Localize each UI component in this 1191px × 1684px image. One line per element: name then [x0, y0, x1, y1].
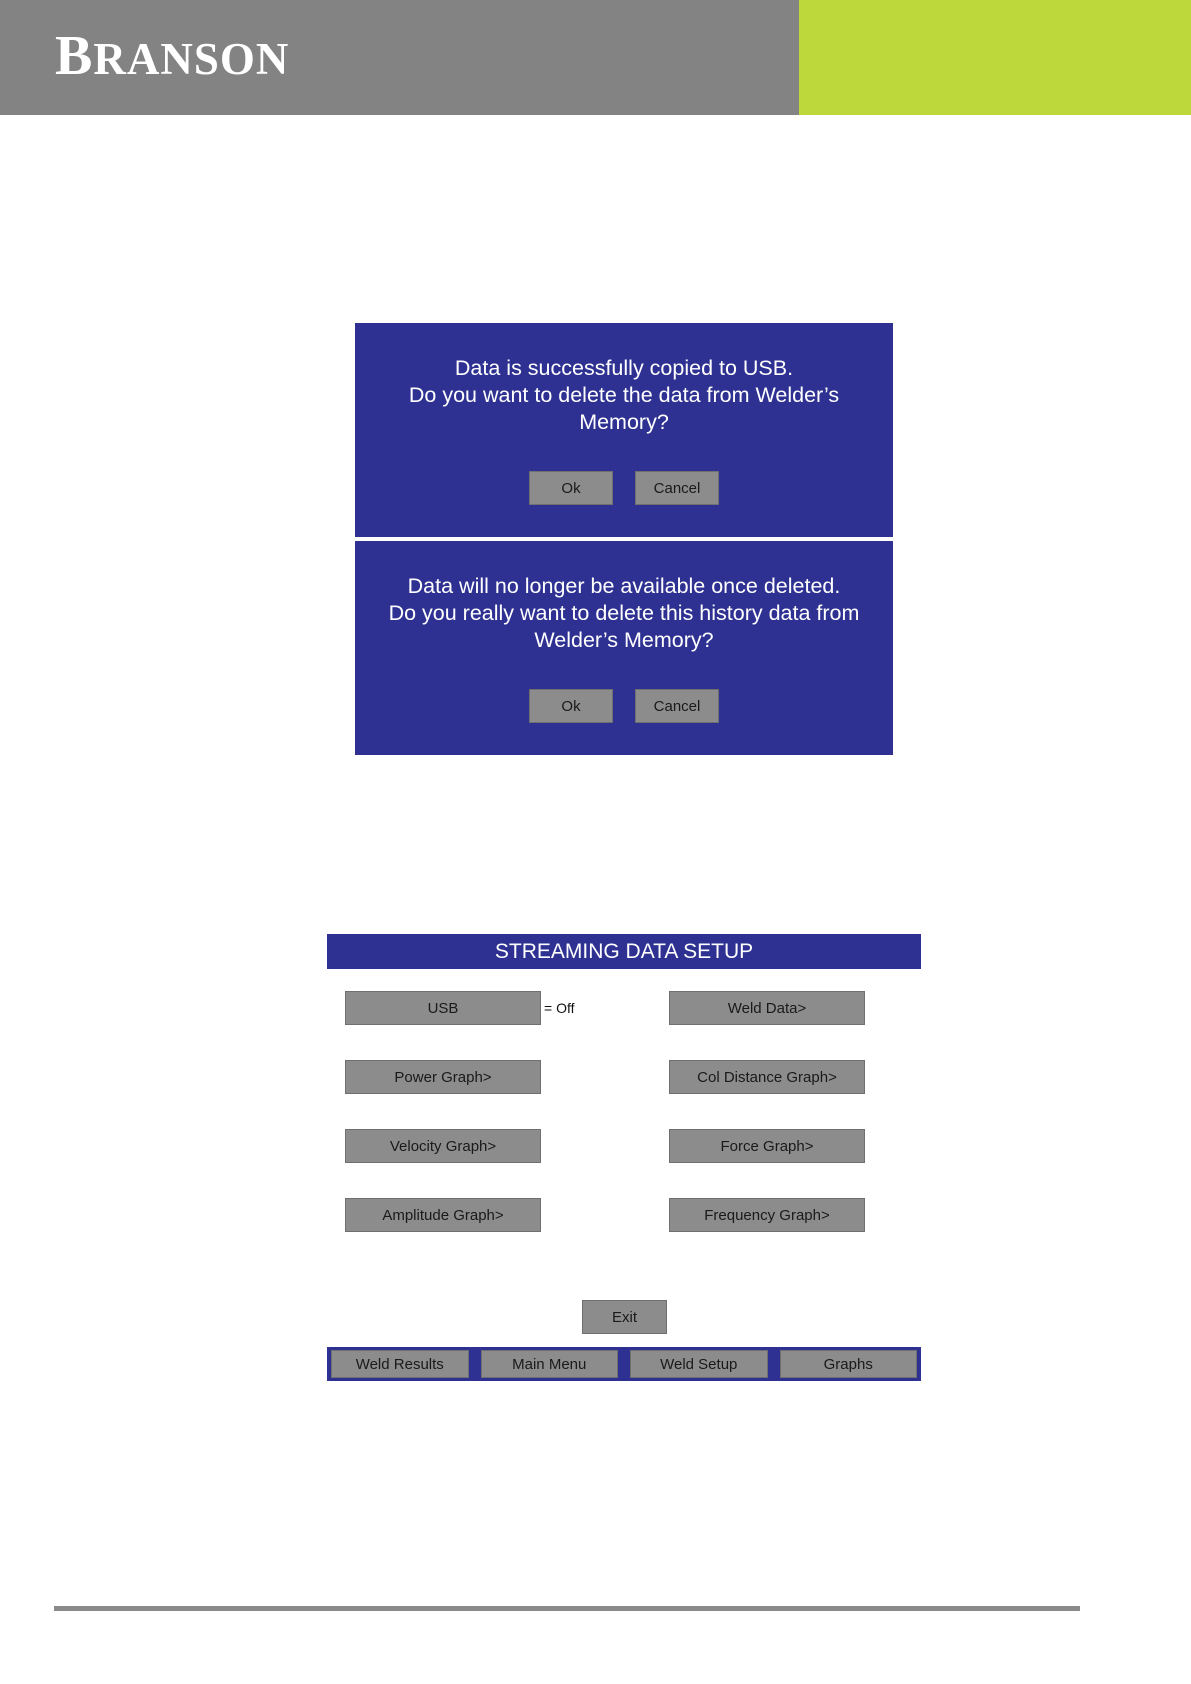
cancel-button[interactable]: Cancel: [635, 689, 719, 723]
amplitude-graph-button[interactable]: Amplitude Graph>: [345, 1198, 541, 1232]
dialog-message-line: Memory?: [579, 410, 669, 434]
frequency-graph-button[interactable]: Frequency Graph>: [669, 1198, 865, 1232]
force-graph-button[interactable]: Force Graph>: [669, 1129, 865, 1163]
dialog-message-line: Data is successfully copied to USB.: [454, 356, 794, 380]
footer-divider: [54, 1606, 1080, 1611]
cancel-button[interactable]: Cancel: [635, 471, 719, 505]
power-graph-button[interactable]: Power Graph>: [345, 1060, 541, 1094]
bottom-nav-bar: [327, 1347, 921, 1381]
usb-state-value: = Off: [544, 1000, 575, 1016]
dialog-message: [365, 355, 883, 436]
dialog-message-line: Data will no longer be available once deleted.: [407, 574, 841, 598]
branson-logo: BRANSON: [55, 25, 290, 87]
col-distance-graph-button[interactable]: Col Distance Graph>: [669, 1060, 865, 1094]
header-accent-block: [799, 0, 1191, 115]
nav-main-menu[interactable]: Main Menu: [481, 1350, 619, 1378]
dialog-message-line: Do you really want to delete this history data from: [388, 601, 860, 625]
ok-button[interactable]: Ok: [529, 471, 613, 505]
weld-data-button[interactable]: Weld Data>: [669, 991, 865, 1025]
ok-button[interactable]: Ok: [529, 689, 613, 723]
nav-weld-setup[interactable]: Weld Setup: [630, 1350, 768, 1378]
usb-copy-success-dialog: [355, 323, 893, 537]
usb-button[interactable]: USB: [345, 991, 541, 1025]
nav-graphs[interactable]: Graphs: [780, 1350, 918, 1378]
dialog-message: [365, 573, 883, 654]
confirm-delete-dialog: [355, 541, 893, 755]
streaming-data-setup-title: STREAMING DATA SETUP: [327, 934, 921, 969]
dialog-message-line: Welder’s Memory?: [534, 628, 714, 652]
header-banner: [0, 0, 799, 115]
nav-weld-results[interactable]: Weld Results: [331, 1350, 469, 1378]
velocity-graph-button[interactable]: Velocity Graph>: [345, 1129, 541, 1163]
exit-button[interactable]: Exit: [582, 1300, 667, 1334]
dialog-message-line: Do you want to delete the data from Welder’s: [408, 383, 840, 407]
